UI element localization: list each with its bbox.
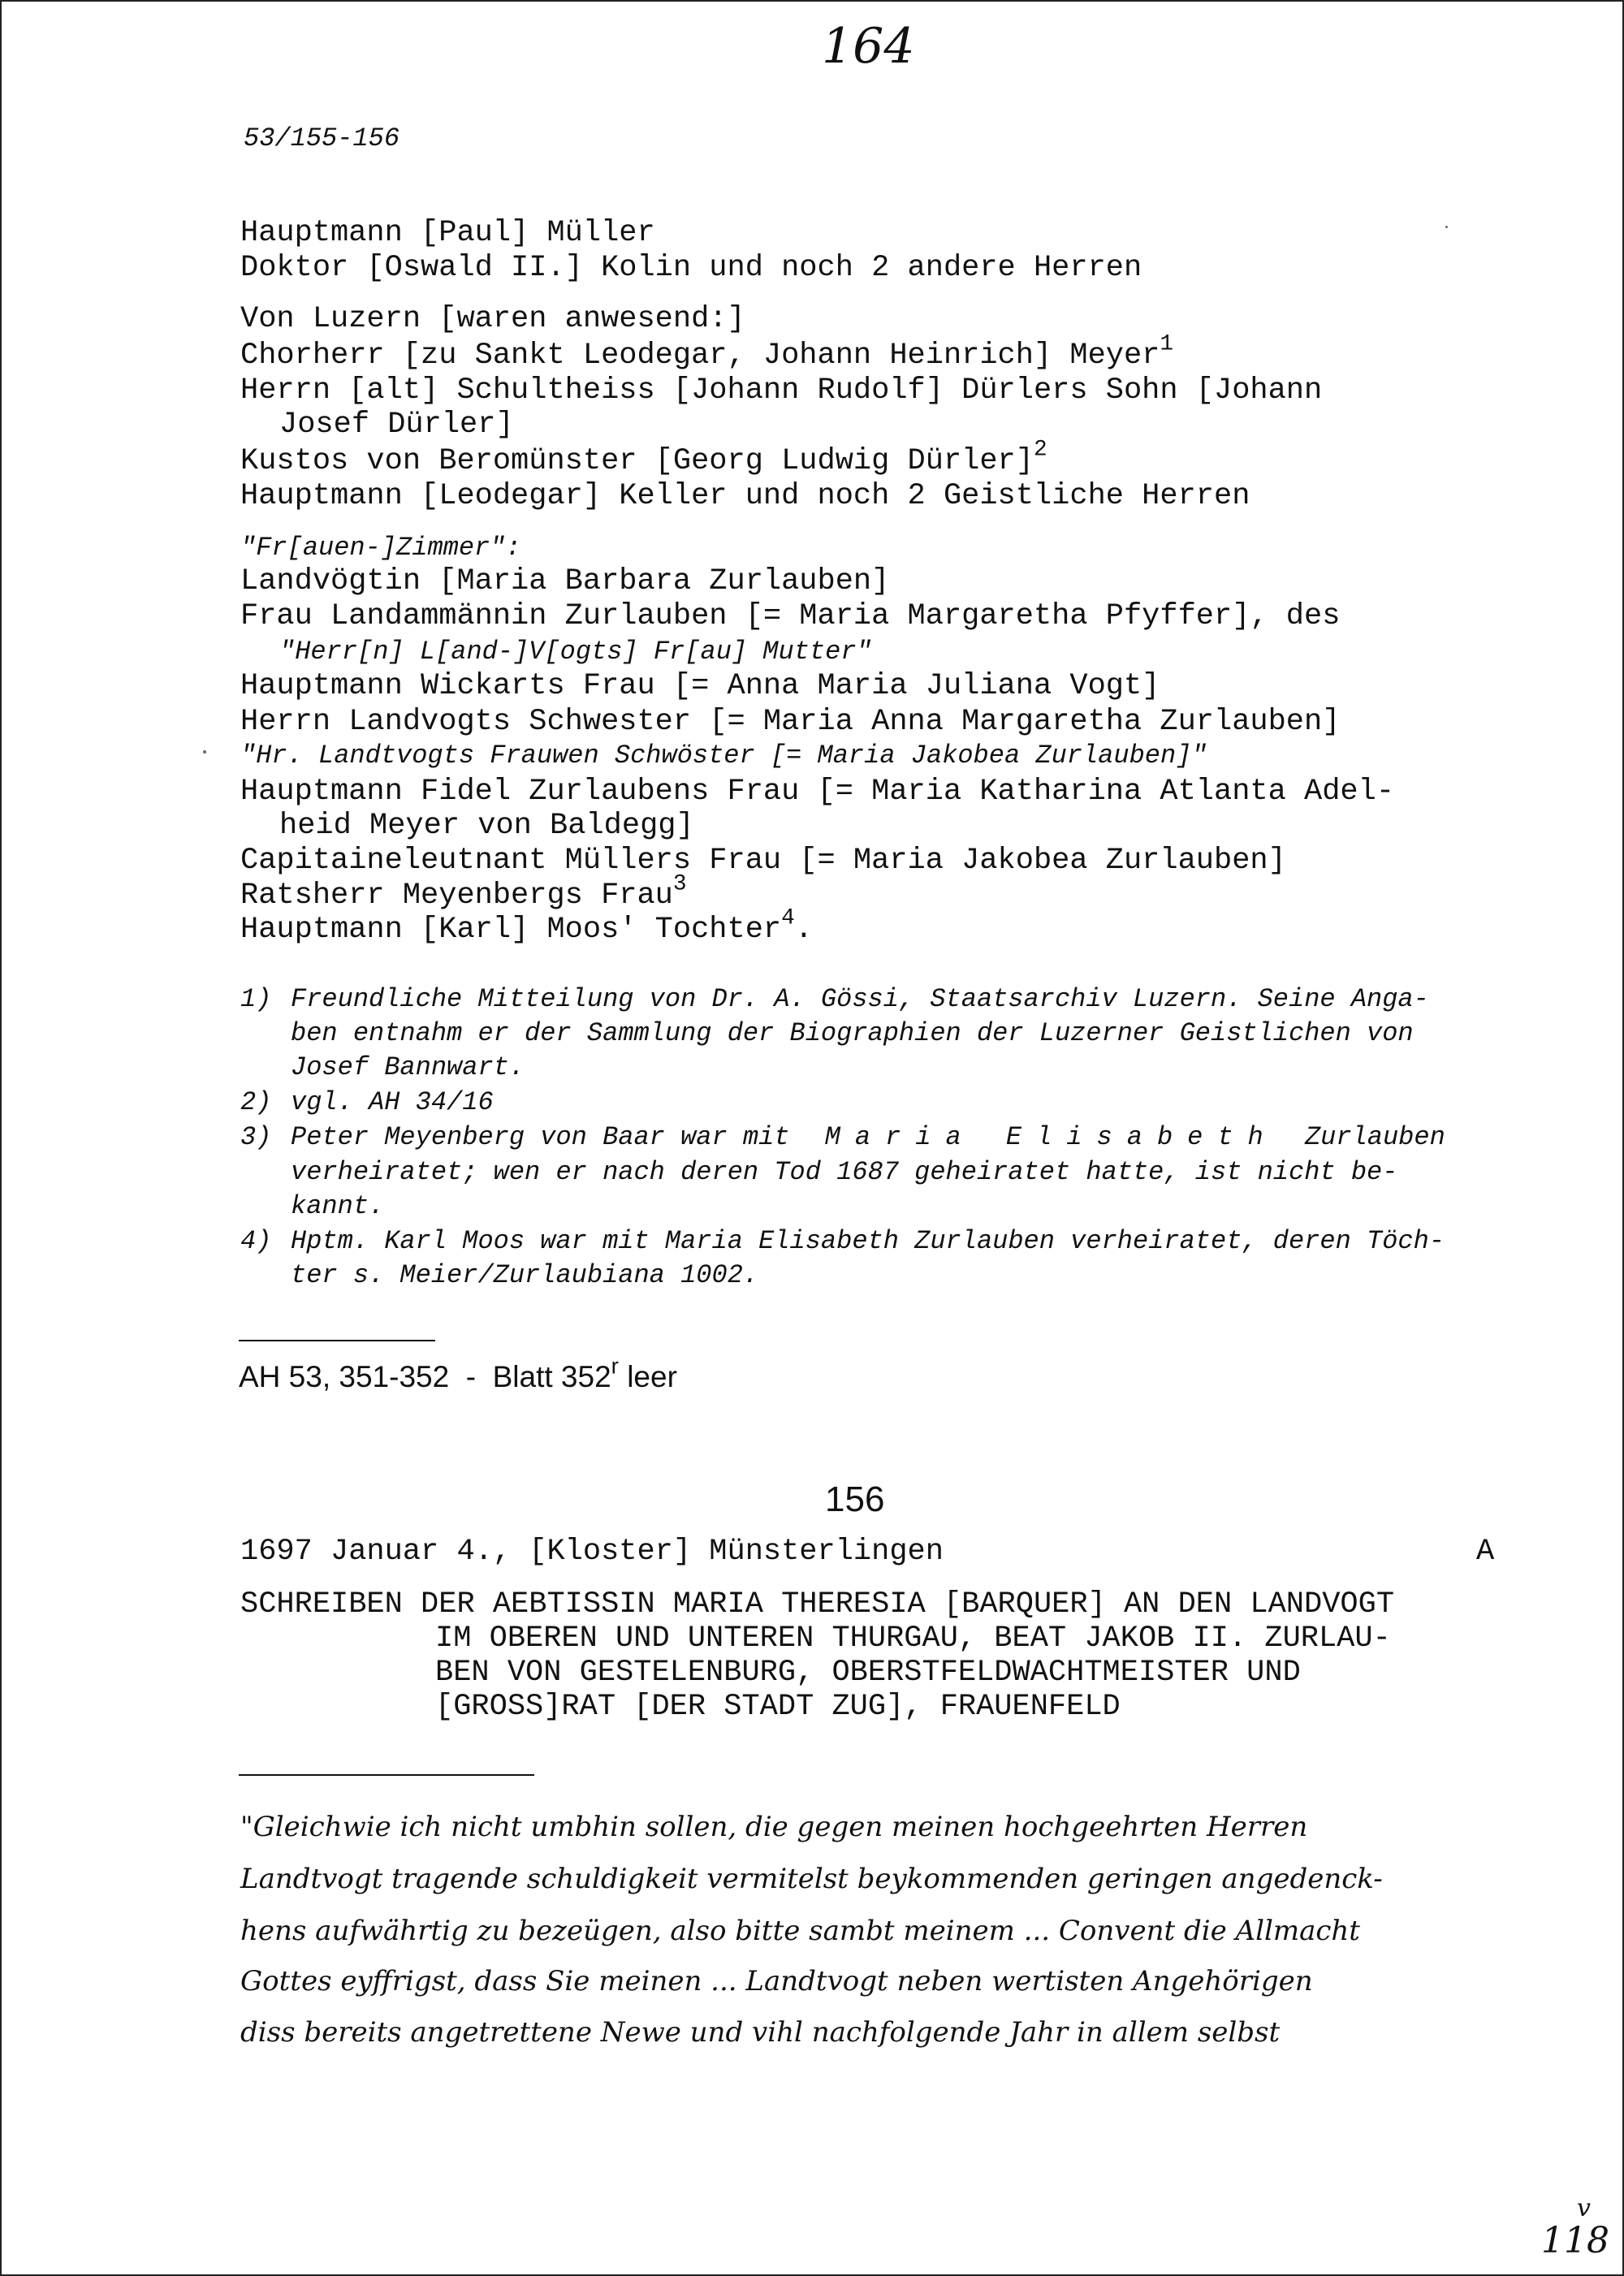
letter-line: hens aufwährtig zu bezeügen, also bitte sambt meinem ... Convent die Allmacht [240, 1915, 1360, 1947]
letter-line: diss bereits angetrettene Newe und vihl nachfolgende Jahr in allem selbst [240, 2016, 1281, 2049]
attendee-text: Ratsherr Meyenbergs Frau [240, 879, 673, 913]
separator-rule [239, 1340, 435, 1341]
entry-title: SCHREIBEN DER AEBTISSIN MARIA THERESIA [BARQUER] AN DEN LANDVOGT [240, 1587, 1395, 1622]
attendee-line: Hauptmann Fidel Zurlaubens Frau [= Maria Katharina Atlanta Adel- [240, 775, 1395, 809]
attendee-line: Hauptmann [Leodegar] Keller und noch 2 Geistliche Herren [240, 479, 1250, 513]
attendee-line: Hauptmann Wickarts Frau [= Anna Maria Juliana Vogt] [240, 669, 1160, 703]
attendee-line: Capitaineleutnant Müllers Frau [= Maria Jakobea Zurlauben] [240, 844, 1286, 878]
footnote-label: 3) [240, 1122, 272, 1152]
women-heading: "Fr[auen-]Zimmer": [240, 533, 521, 563]
luzern-heading: Von Luzern [waren anwesend:] [240, 302, 745, 336]
handwritten-tick: v [1577, 2194, 1591, 2222]
footnote-ref: 2 [1033, 437, 1047, 463]
attendee-line [240, 437, 1047, 479]
attendee-line [240, 905, 813, 948]
stray-mark [203, 750, 206, 754]
entry-title: BEN VON GESTELENBURG, OBERSTFELDWACHTMEISTER UND [435, 1656, 1301, 1690]
attendee-line [240, 871, 687, 913]
footnote-text: Josef Bannwart. [291, 1052, 525, 1082]
footnote-text-part: Peter Meyenberg von Baar war mit [291, 1122, 790, 1152]
spaced-name: Maria Elisabeth [824, 1122, 1278, 1152]
stray-mark [1445, 226, 1448, 228]
footnote-text: ter s. Meier/Zurlaubiana 1002. [291, 1260, 759, 1290]
attendee-line: Doktor [Oswald II.] Kolin und noch 2 andere Herren [240, 251, 1142, 285]
letter-line: Landtvogt tragende schuldigkeit vermitelst beykommenden geringen angedenck- [240, 1863, 1383, 1895]
attendee-line: Herrn [alt] Schultheiss [Johann Rudolf] Dürlers Sohn [Johann [240, 374, 1323, 408]
blatt-text: AH 53, 351-352 - Blatt 352 [239, 1360, 611, 1393]
quoted-line: "Hr. Landtvogts Frauwen Schwöster [= Maria Jakobea Zurlauben]" [240, 741, 1207, 771]
entry-number: 156 [825, 1479, 885, 1519]
footnote-text: Freundliche Mitteilung von Dr. A. Gössi, Staatsarchiv Luzern. Seine Anga- [291, 984, 1429, 1014]
attendee-line: Hauptmann [Paul] Müller [240, 216, 655, 250]
entry-title: [GROSS]RAT [DER STADT ZUG], FRAUENFELD [435, 1690, 1121, 1724]
letter-line: Gottes eyffrigst, dass Sie meinen ... Landtvogt neben wertisten Angehörigen [240, 1965, 1313, 1997]
footnote-ref: 3 [672, 871, 687, 897]
attendee-line-continued: heid Meyer von Baldegg] [279, 809, 694, 843]
letter-line: "Gleichwie ich nicht umbhin sollen, die gegen meinen hochgeehrten Herren [240, 1811, 1308, 1843]
footnote-ref: 1 [1160, 331, 1174, 357]
footnote-label: 2) [240, 1087, 272, 1117]
blatt-end: leer [618, 1360, 677, 1393]
footnote-text: verheiratet; wen er nach deren Tod 1687 geheiratet hatte, ist nicht be- [291, 1157, 1398, 1187]
entry-type-letter: A [1476, 1535, 1495, 1569]
attendee-line-continued: Josef Dürler] [279, 408, 514, 442]
attendee-line [240, 331, 1174, 374]
footnote-text: kannt. [291, 1191, 385, 1221]
blatt-note [239, 1353, 677, 1394]
footnote-text-part: Zurlauben [1304, 1122, 1445, 1152]
footnote-ref: 4 [781, 905, 795, 931]
separator-rule [239, 1774, 534, 1776]
attendee-text: Hauptmann [Karl] Moos' Tochter [240, 913, 782, 947]
footnote-text: ben entnahm er der Sammlung der Biographien der Luzerner Geistlichen von [291, 1018, 1414, 1048]
document-reference: 53/155-156 [244, 123, 400, 153]
footnote-text [291, 1121, 1445, 1155]
blatt-sup: r [611, 1353, 619, 1379]
footnote-label: 1) [240, 984, 272, 1014]
attendee-line: Herrn Landvogts Schwester [= Maria Anna Margaretha Zurlauben] [240, 705, 1341, 739]
entry-title: IM OBEREN UND UNTEREN THURGAU, BEAT JAKOB II. ZURLAU- [435, 1622, 1391, 1656]
footnote-label: 4) [240, 1226, 272, 1256]
handwritten-corner-number: 118 [1541, 2220, 1609, 2261]
attendee-text: Kustos von Beromünster [Georg Ludwig Dürler] [240, 444, 1034, 478]
footnote-text: Hptm. Karl Moos war mit Maria Elisabeth Zurlauben verheiratet, deren Töch- [291, 1226, 1445, 1256]
attendee-text: Chorherr [zu Sankt Leodegar, Johann Heinrich] Meyer [240, 339, 1160, 373]
quoted-line: "Herr[n] L[and-]V[ogts] Fr[au] Mutter" [279, 637, 872, 667]
attendee-text-end: . [794, 913, 813, 947]
footnote-text: vgl. AH 34/16 [291, 1087, 494, 1117]
handwritten-page-number: 164 [822, 18, 915, 75]
entry-date-place: 1697 Januar 4., [Kloster] Münsterlingen [240, 1535, 944, 1569]
attendee-line: Landvögtin [Maria Barbara Zurlauben] [240, 564, 890, 598]
attendee-line: Frau Landammännin Zurlauben [= Maria Margaretha Pfyffer], des [240, 599, 1341, 633]
